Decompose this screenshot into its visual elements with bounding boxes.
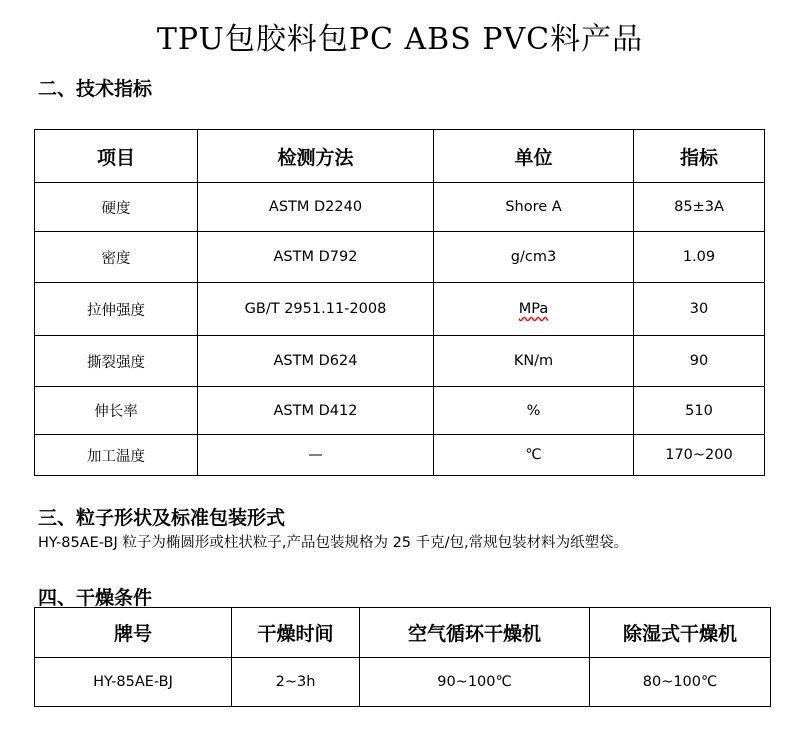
table-cell: Shore A [434, 183, 634, 232]
column-header: 空气循环干燥机 [360, 608, 590, 658]
table-cell: 2~3h [232, 658, 360, 707]
table-header-row [35, 608, 771, 658]
table-row [35, 183, 765, 232]
column-header: 除湿式干燥机 [590, 608, 771, 658]
table-cell: 撕裂强度 [35, 336, 198, 387]
section-heading-particle-packaging: 三、粒子形状及标准包装形式 [38, 507, 286, 529]
column-header: 项目 [35, 130, 198, 183]
table-cell: ASTM D412 [198, 387, 434, 435]
packaging-description: HY-85AE-BJ 粒子为椭圆形或柱状粒子,产品包装规格为 25 千克/包,常规包装材料为纸塑袋。 [38, 535, 629, 551]
table-cell: GB/T 2951.11-2008 [198, 283, 434, 336]
unit-mpa-text: MPa [518, 301, 549, 317]
table-row [35, 435, 765, 476]
table-row [35, 232, 765, 283]
column-header: 干燥时间 [232, 608, 360, 658]
table-row [35, 658, 771, 707]
table-cell: 85±3A [634, 183, 765, 232]
section-heading-technical-specs: 二、技术指标 [38, 78, 153, 100]
table-cell: 硬度 [35, 183, 198, 232]
table-cell: 90~100℃ [360, 658, 590, 707]
technical-specs-table [34, 129, 765, 476]
table-cell: ASTM D2240 [198, 183, 434, 232]
table-cell: 30 [634, 283, 765, 336]
table-row [35, 283, 765, 336]
table-cell: 加工温度 [35, 435, 198, 476]
table-cell: g/cm3 [434, 232, 634, 283]
table-cell: 伸长率 [35, 387, 198, 435]
table-cell: KN/m [434, 336, 634, 387]
table-row [35, 336, 765, 387]
table-cell: 80~100℃ [590, 658, 771, 707]
table-header-row [35, 130, 765, 183]
page-title: TPU包胶料包PC ABS PVC料产品 [156, 22, 644, 57]
table-cell: % [434, 387, 634, 435]
column-header: 指标 [634, 130, 765, 183]
drying-conditions-table [34, 607, 771, 707]
table-cell: 拉伸强度 [35, 283, 198, 336]
table-cell: ℃ [434, 435, 634, 476]
table-cell: ASTM D624 [198, 336, 434, 387]
table-cell: HY-85AE-BJ [35, 658, 232, 707]
column-header: 检测方法 [198, 130, 434, 183]
table-cell [434, 283, 634, 336]
column-header: 单位 [434, 130, 634, 183]
column-header: 牌号 [35, 608, 232, 658]
table-cell: 1.09 [634, 232, 765, 283]
table-cell: ASTM D792 [198, 232, 434, 283]
table-cell: — [198, 435, 434, 476]
table-cell: 90 [634, 336, 765, 387]
table-cell: 密度 [35, 232, 198, 283]
table-cell: 170~200 [634, 435, 765, 476]
section-heading-drying-conditions: 四、干燥条件 [38, 587, 153, 609]
table-row [35, 387, 765, 435]
table-cell: 510 [634, 387, 765, 435]
